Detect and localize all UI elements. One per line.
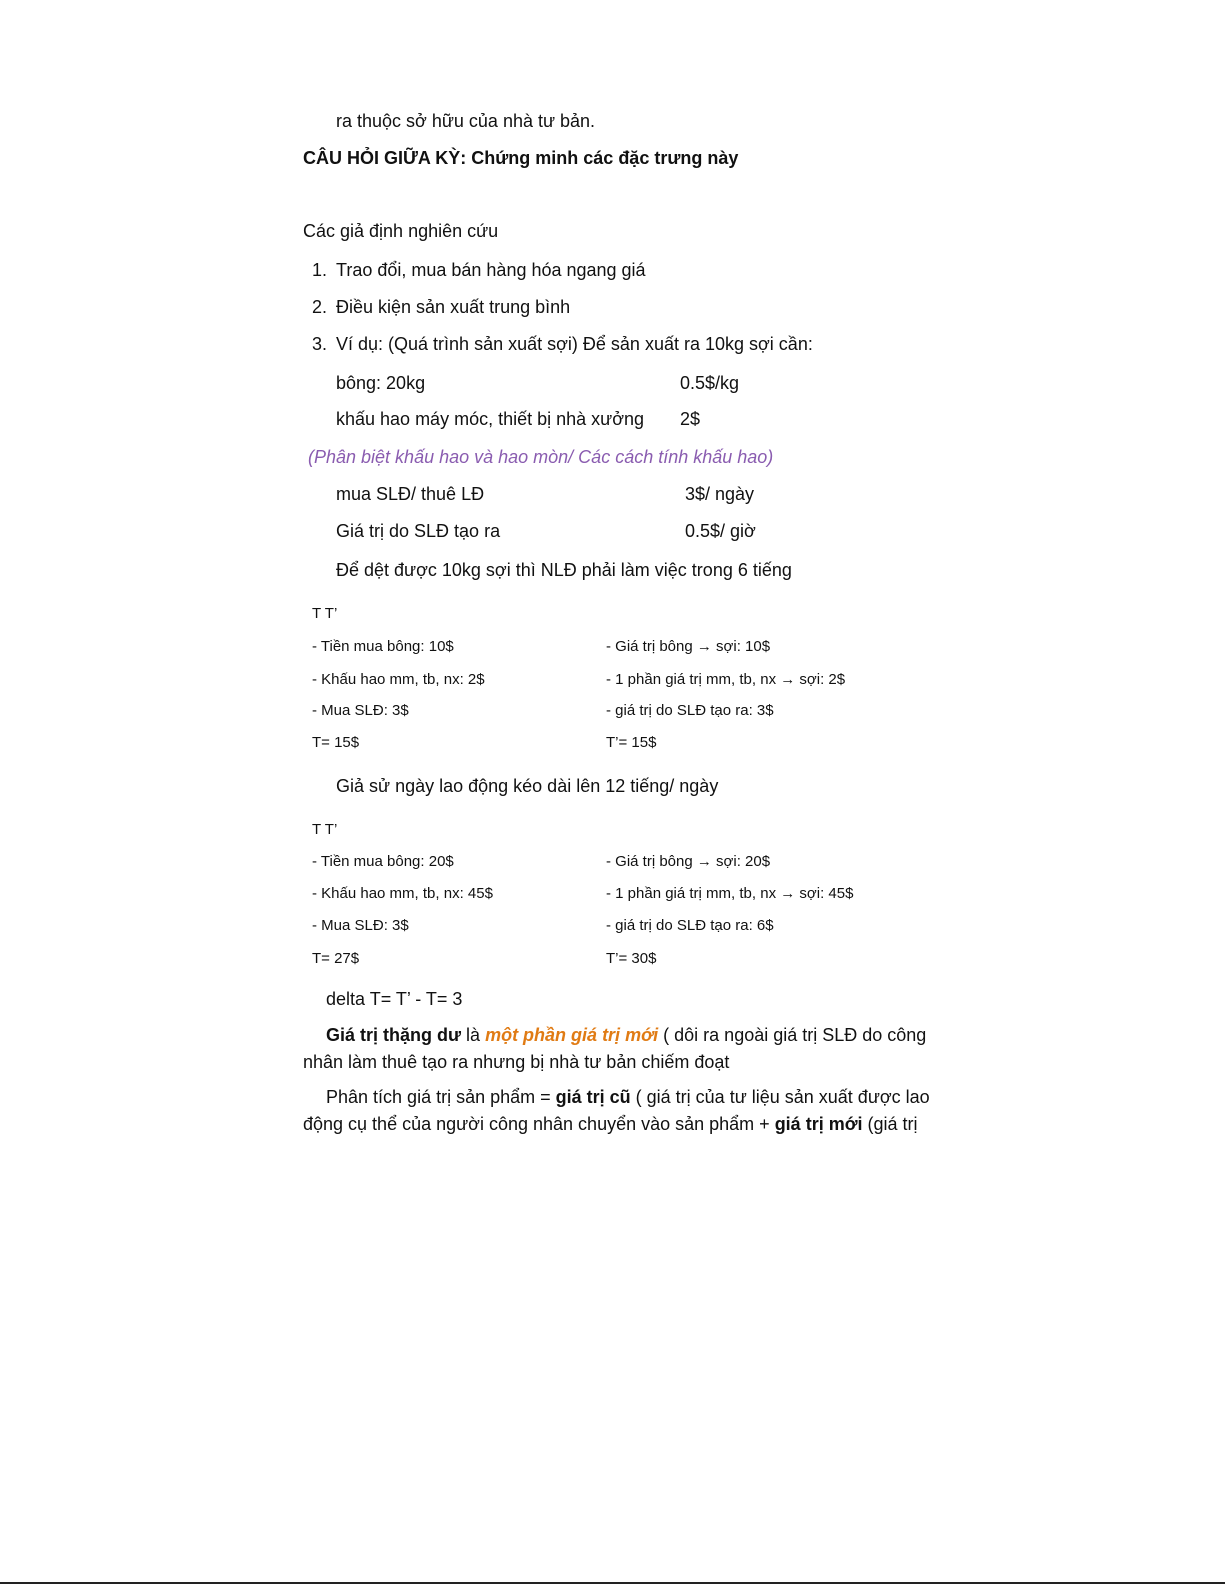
analysis-text: Phân tích giá trị sản phẩm = [326,1087,556,1107]
table-total-left: T= 27$ [312,950,360,967]
table-total-left: T= 15$ [312,734,360,751]
cost-label: khấu hao máy móc, thiết bị nhà xưởng [336,409,645,429]
page-bottom-border [0,1582,1225,1584]
list-item: Điều kiện sản xuất trung bình [336,297,571,317]
surplus-connector: là [461,1025,486,1045]
table-cell-left: - Khấu hao mm, tb, nx: 45$ [312,885,493,902]
list-item-number: 2. [312,297,328,317]
labor-label: mua SLĐ/ thuê LĐ [336,484,485,504]
labor-value: 0.5$/ giờ [685,521,756,541]
list-item-number: 3. [312,334,328,354]
depreciation-note: (Phân biệt khấu hao và hao mòn/ Các cách tính khấu hao) [308,447,774,467]
table-cell-left: - Mua SLĐ: 3$ [312,702,409,719]
list-item: Ví dụ: (Quá trình sản xuất sợi) Để sản xuất ra 10kg sợi cần: [336,334,813,354]
table-cell-left: - Tiền mua bông: 20$ [312,853,454,870]
old-value-term: giá trị cũ [555,1087,631,1107]
table-cell-left: - Khấu hao mm, tb, nx: 2$ [312,671,485,688]
surplus-highlight: một phần giá trị mới [485,1025,659,1045]
table-cell-right: - Giá trị bông → sợi: 20$ [606,853,771,870]
analysis-line1 [326,1086,930,1108]
table-cell-right: - 1 phần giá trị mm, tb, nx → sợi: 45$ [606,885,854,902]
assumptions-heading: Các giả định nghiên cứu [303,221,499,241]
list-item: Trao đổi, mua bán hàng hóa ngang giá [336,260,646,280]
surplus-definition-line1 [326,1024,926,1046]
top-line: ra thuộc sở hữu của nhà tư bản. [336,111,596,131]
analysis-text: động cụ thể của người công nhân chuyển vào sản phẩm + [303,1114,775,1134]
analysis-text: ( giá trị của tư liệu sản xuất được lao [630,1087,930,1107]
table-total-right: T’= 15$ [606,734,657,751]
new-value-term: giá trị mới [774,1114,863,1134]
analysis-line2 [303,1113,918,1135]
cost-value: 2$ [680,409,701,429]
analysis-text: (giá trị [862,1114,918,1134]
surplus-definition-line2: nhân làm thuê tạo ra nhưng bị nhà tư bản chiếm đoạt [303,1052,730,1072]
table-cell-right: - giá trị do SLĐ tạo ra: 6$ [606,917,774,934]
labor-value: 3$/ ngày [685,484,755,504]
midterm-question: CÂU HỎI GIỮA KỲ: Chứng minh các đặc trưng này [303,148,739,168]
cost-value: 0.5$/kg [680,373,740,393]
surplus-rest: ( dôi ra ngoài giá trị SLĐ do công [658,1025,927,1045]
twelve-hours-line: Giả sử ngày lao động kéo dài lên 12 tiếng/ ngày [336,776,719,796]
six-hours-line: Để dệt được 10kg sợi thì NLĐ phải làm việc trong 6 tiếng [336,560,792,580]
list-item-number: 1. [312,260,328,280]
table-cell-left: - Mua SLĐ: 3$ [312,917,409,934]
surplus-term: Giá trị thặng dư [326,1025,462,1045]
table-cell-left: - Tiền mua bông: 10$ [312,638,454,655]
table-total-right: T’= 30$ [606,950,657,967]
table-header: T T’ [312,821,338,838]
delta-line: delta T= T’ - T= 3 [326,989,463,1009]
table-cell-right: - giá trị do SLĐ tạo ra: 3$ [606,702,774,719]
labor-label: Giá trị do SLĐ tạo ra [336,521,501,541]
table-cell-right: - 1 phần giá trị mm, tb, nx → sợi: 2$ [606,671,846,688]
table-header: T T’ [312,605,338,622]
cost-label: bông: 20kg [336,373,426,393]
table-cell-right: - Giá trị bông → sợi: 10$ [606,638,771,655]
